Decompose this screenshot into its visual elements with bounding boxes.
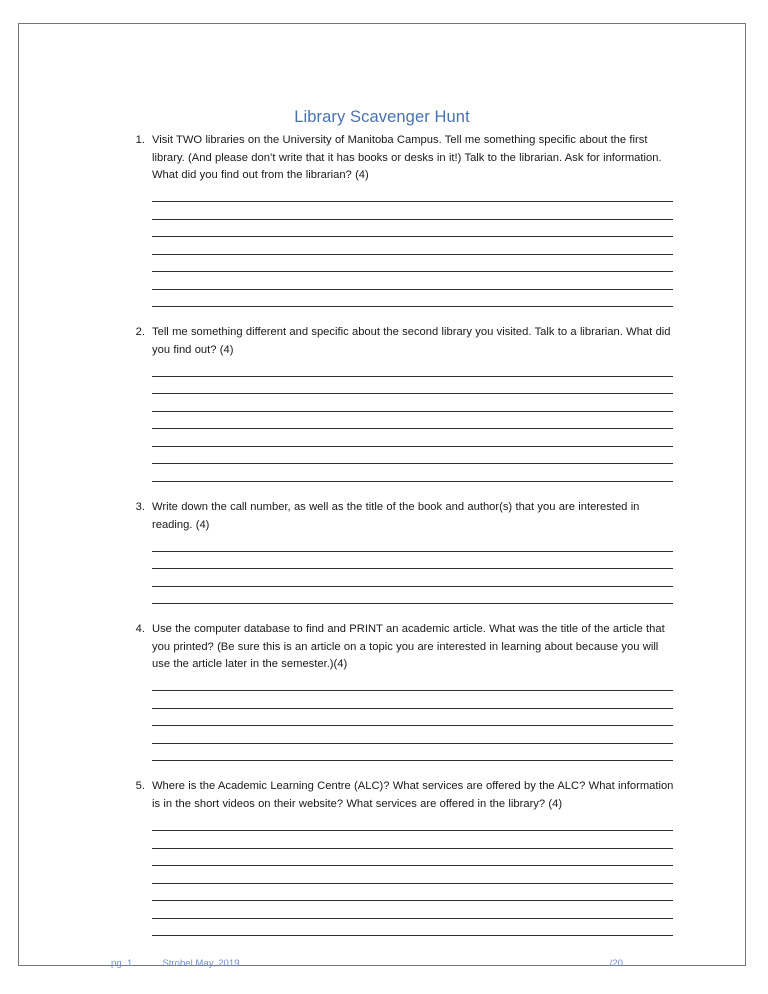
- answer-line[interactable]: [152, 398, 677, 416]
- page-content-area: [19, 24, 745, 969]
- question-number: 1.: [135, 134, 145, 146]
- answer-line[interactable]: [152, 870, 677, 888]
- answer-line[interactable]: [152, 381, 677, 399]
- footer-left-group: [111, 956, 240, 972]
- question-number: 3.: [135, 500, 145, 513]
- answer-line[interactable]: [152, 905, 677, 923]
- question-spacer: [111, 608, 677, 621]
- question-text: Visit TWO libraries on the University of Manitoba Campus. Tell me something specific about the first library. (And please don’t write that it has books or desks in it!) Talk to the librarian. Ask for information. What did you find out from the librarian? (4): [152, 134, 662, 182]
- question-number: 5.: [135, 780, 145, 793]
- answer-line[interactable]: [152, 206, 677, 224]
- answer-line[interactable]: [152, 678, 677, 696]
- answer-line-group[interactable]: [152, 818, 677, 941]
- page-title: Library Scavenger Hunt: [294, 108, 470, 126]
- page-border: [18, 23, 746, 969]
- answer-line[interactable]: [152, 713, 677, 731]
- answer-line-group[interactable]: [152, 189, 677, 312]
- footer-total-marks: /20: [609, 958, 623, 969]
- question-number: 4.: [135, 623, 145, 636]
- footer-author-date: Strobel May, 2019: [162, 958, 240, 969]
- question-text: Write down the call number, as well as the title of the book and author(s) that you are interested in reading. (4): [152, 500, 640, 531]
- answer-line[interactable]: [152, 224, 677, 242]
- question-item: [111, 621, 677, 765]
- question-item: [111, 778, 677, 940]
- question-spacer: [111, 765, 677, 778]
- question-spacer: [111, 486, 677, 499]
- answer-line[interactable]: [152, 259, 677, 277]
- question-number: 2.: [135, 326, 145, 339]
- answer-line[interactable]: [152, 416, 677, 434]
- answer-line[interactable]: [152, 730, 677, 748]
- answer-line[interactable]: [152, 888, 677, 906]
- answer-line[interactable]: [152, 748, 677, 766]
- question-spacer: [111, 311, 677, 324]
- answer-line[interactable]: [152, 556, 677, 574]
- answer-line[interactable]: [152, 451, 677, 469]
- question-item: [111, 132, 677, 311]
- answer-line[interactable]: [152, 294, 677, 312]
- answer-line[interactable]: [152, 468, 677, 486]
- answer-line[interactable]: [152, 695, 677, 713]
- answer-line-group[interactable]: [152, 538, 677, 608]
- question-text: Use the computer database to find and PRINT an academic article. What was the title of the article that you printed? (Be sure this is an article on a topic you are interested in learning about because you will use the article later in the semester.)(4): [152, 623, 665, 671]
- answer-line-group[interactable]: [152, 363, 677, 486]
- answer-line[interactable]: [152, 818, 677, 836]
- question-text: Where is the Academic Learning Centre (ALC)? What services are offered by the ALC? What information is in the short videos on their website? What services are offered in the library? (4): [152, 780, 674, 811]
- answer-line[interactable]: [152, 241, 677, 259]
- answer-line[interactable]: [152, 853, 677, 871]
- answer-line[interactable]: [152, 276, 677, 294]
- question-item: [111, 324, 677, 486]
- answer-line[interactable]: [152, 433, 677, 451]
- footer-page-label: pg. 1: [111, 958, 133, 969]
- question-text: Tell me something different and specific about the second library you visited. Talk to a librarian. What did you find out? (4): [152, 326, 671, 356]
- answer-line[interactable]: [152, 363, 677, 381]
- page-footer: [111, 956, 697, 972]
- answer-line[interactable]: [152, 573, 677, 591]
- question-list: [111, 132, 677, 940]
- answer-line-group[interactable]: [152, 678, 677, 766]
- answer-line[interactable]: [152, 591, 677, 609]
- answer-line[interactable]: [152, 189, 677, 207]
- question-item: [111, 499, 677, 608]
- answer-line[interactable]: [152, 923, 677, 941]
- answer-line[interactable]: [152, 835, 677, 853]
- answer-line[interactable]: [152, 538, 677, 556]
